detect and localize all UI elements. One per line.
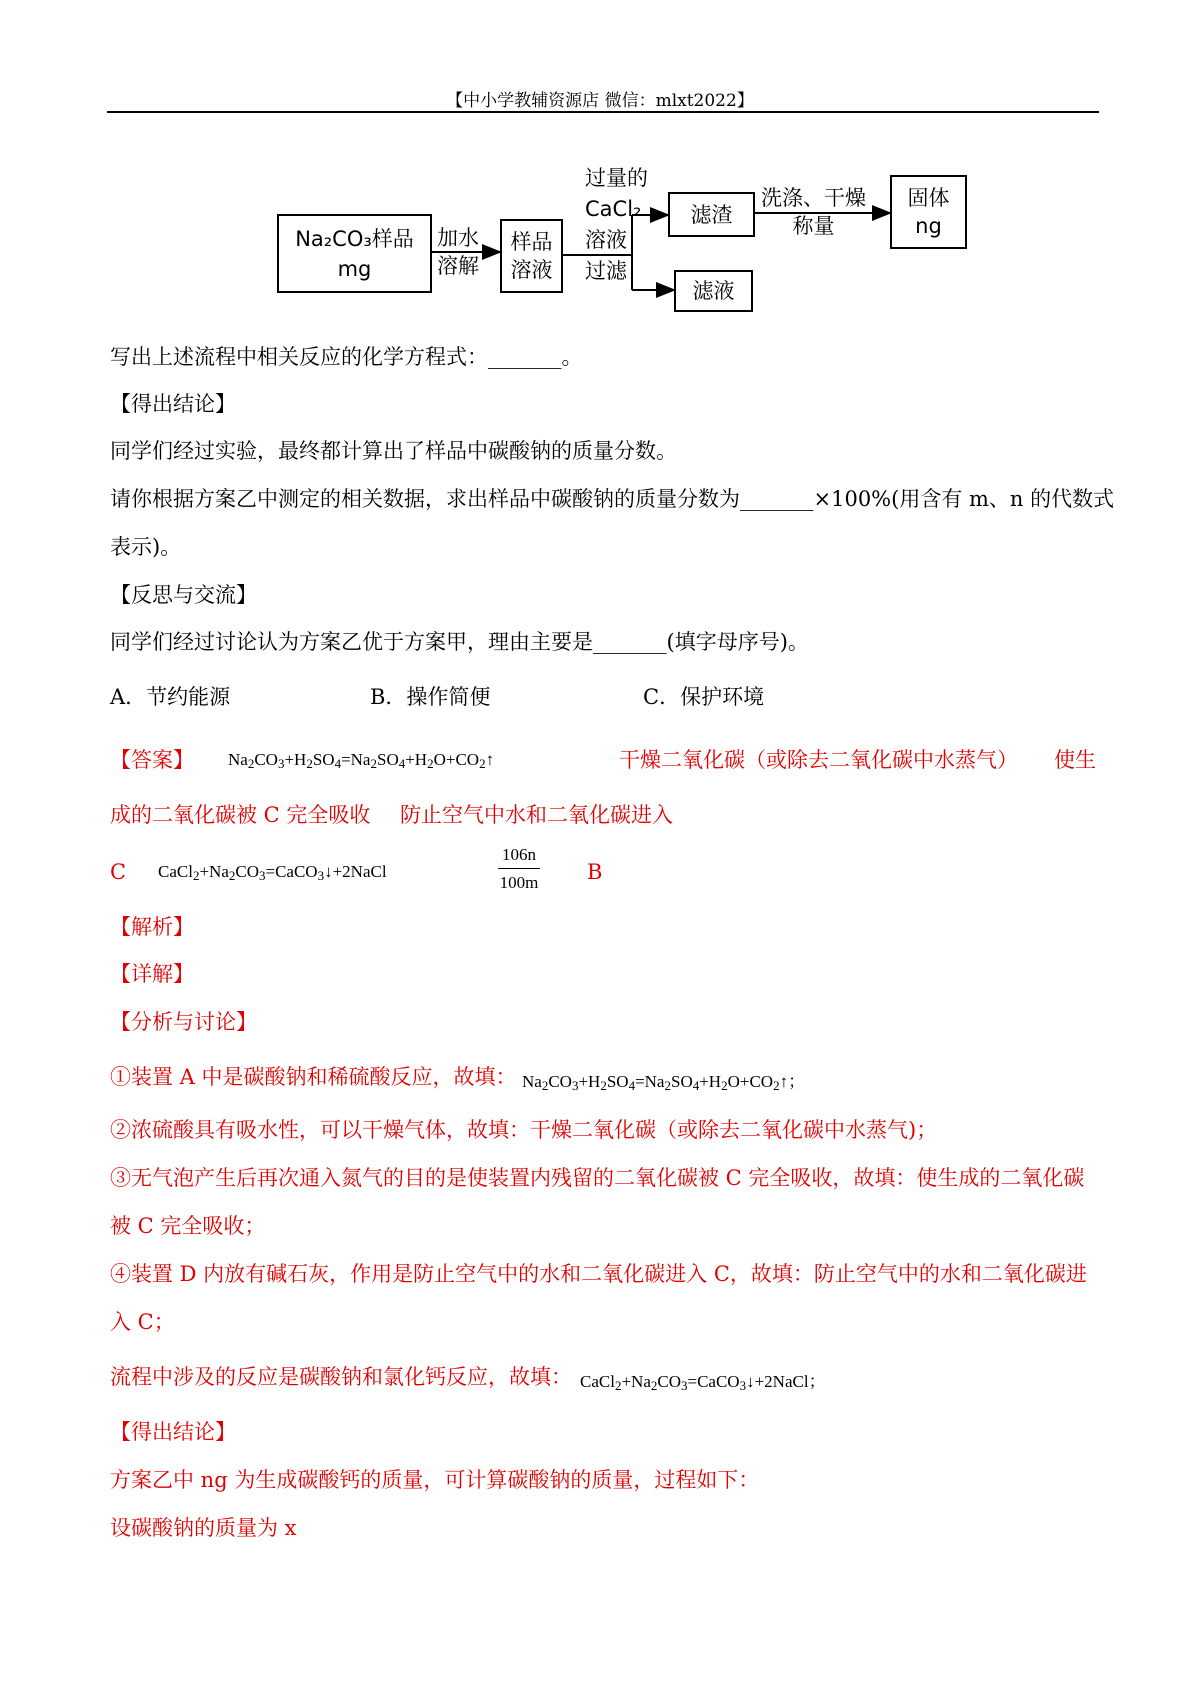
heading-xiangjie: 【详解】 [110,962,194,986]
option-a: A．节约能源 [110,685,231,709]
option-c: C．保护环境 [643,685,765,709]
analysis-step-4b: 入 C； [110,1310,175,1334]
analysis-equation-1: $Na_2CO_3+H_2SO_4=Na_2SO_4+H_2O+CO_2↑$； [522,1072,806,1093]
answer-part-2a: 使生 [1054,748,1096,772]
analysis-step-3a: ③无气泡产生后再次通入氮气的目的是使装置内残留的二氧化碳被 C 完全吸收，故填：使生成的二氧化碳 [110,1166,1085,1190]
heading-conclusion-2: 【得出结论】 [110,1420,236,1444]
heading-conclusion: 【得出结论】 [110,392,236,416]
flow-step-filter: 过量的 CaCl₂ 溶液 过滤 [585,166,648,283]
question-line-4: 同学们经过讨论认为方案乙优于方案甲，理由主要是_______(填字母序号)。 [110,630,809,654]
analysis-step-2: ②浓硫酸具有吸水性，可以干燥气体，故填：干燥二氧化碳（或除去二氧化碳中水蒸气)； [110,1118,938,1142]
fraction-denominator: 100m [499,873,539,892]
page-header: 【中小学教辅资源店 微信：mlxt2022】 [446,91,754,111]
flow-box-sample [277,214,432,293]
analysis-step-3b: 被 C 完全吸收； [110,1214,266,1238]
flow-sample-mass: mg [337,256,372,281]
flow-step-dissolve: 加水 溶解 [437,226,479,278]
flow-box-solid: 固体 ng [890,175,967,249]
heading-jiexi: 【解析】 [110,915,194,939]
question-line-2: 同学们经过实验，最终都计算出了样品中碳酸钠的质量分数。 [110,439,677,463]
question-equation-prompt: 写出上述流程中相关反应的化学方程式：_______。 [110,345,583,369]
option-b: B．操作简便 [370,685,491,709]
flow-solution-l1: 样品 [510,230,553,254]
analysis-step-4a: ④装置 D 内放有碱石灰，作用是防止空气中的水和二氧化碳进入 C，故填：防止空气中的水和二氧化碳进 [110,1262,1087,1286]
answer-equation-1: $Na_2CO_3+H_2SO_4=Na_2SO_4+H_2O+CO_2↑$ [228,750,495,771]
analysis-step-5: 流程中涉及的反应是碳酸钠和氯化钙反应，故填： [110,1365,572,1389]
flow-box-solution [500,219,563,293]
flow-box-filtrate: 滤液 [674,270,753,312]
flow-step-wash: 洗涤、干燥 称量 [761,186,866,238]
analysis-step-6: 方案乙中 ng 为生成碳酸钙的质量，可计算碳酸钠的质量，过程如下： [110,1468,760,1492]
question-line-3b: 表示)。 [110,535,182,559]
heading-discussion: 【分析与讨论】 [110,1010,257,1034]
analysis-step-1: ①装置 A 中是碳酸钠和稀硫酸反应，故填： [110,1065,517,1089]
analysis-equation-2: $CaCl_2+Na_2CO_3=CaCO_3↓+2NaCl$； [580,1372,826,1393]
analysis-step-7: 设碳酸钠的质量为 x [110,1516,297,1540]
answer-part-5: B [587,860,603,884]
answer-part-1: 干燥二氧化碳（或除去二氧化碳中水蒸气） [619,748,1018,772]
answer-part-4: C [110,860,127,884]
question-line-3a: 请你根据方案乙中测定的相关数据，求出样品中碳酸钠的质量分数为_______×100%(用含有 m、n 的代数式 [110,487,1115,511]
answer-part-3: 防止空气中水和二氧化碳进入 [400,803,673,827]
heading-reflection: 【反思与交流】 [110,583,257,607]
answer-label: 【答案】 [110,748,194,772]
answer-fraction [498,845,540,893]
flow-sample-name: Na₂CO₃样品 [295,226,414,251]
flow-box-residue: 滤渣 [668,192,755,237]
fraction-numerator: 106n [498,845,540,869]
answer-part-2b: 成的二氧化碳被 C 完全吸收 [110,803,371,827]
answer-equation-2: $CaCl_2+Na_2CO_3=CaCO_3↓+2NaCl$ [158,862,387,883]
flow-solution-l2: 溶液 [510,258,553,282]
